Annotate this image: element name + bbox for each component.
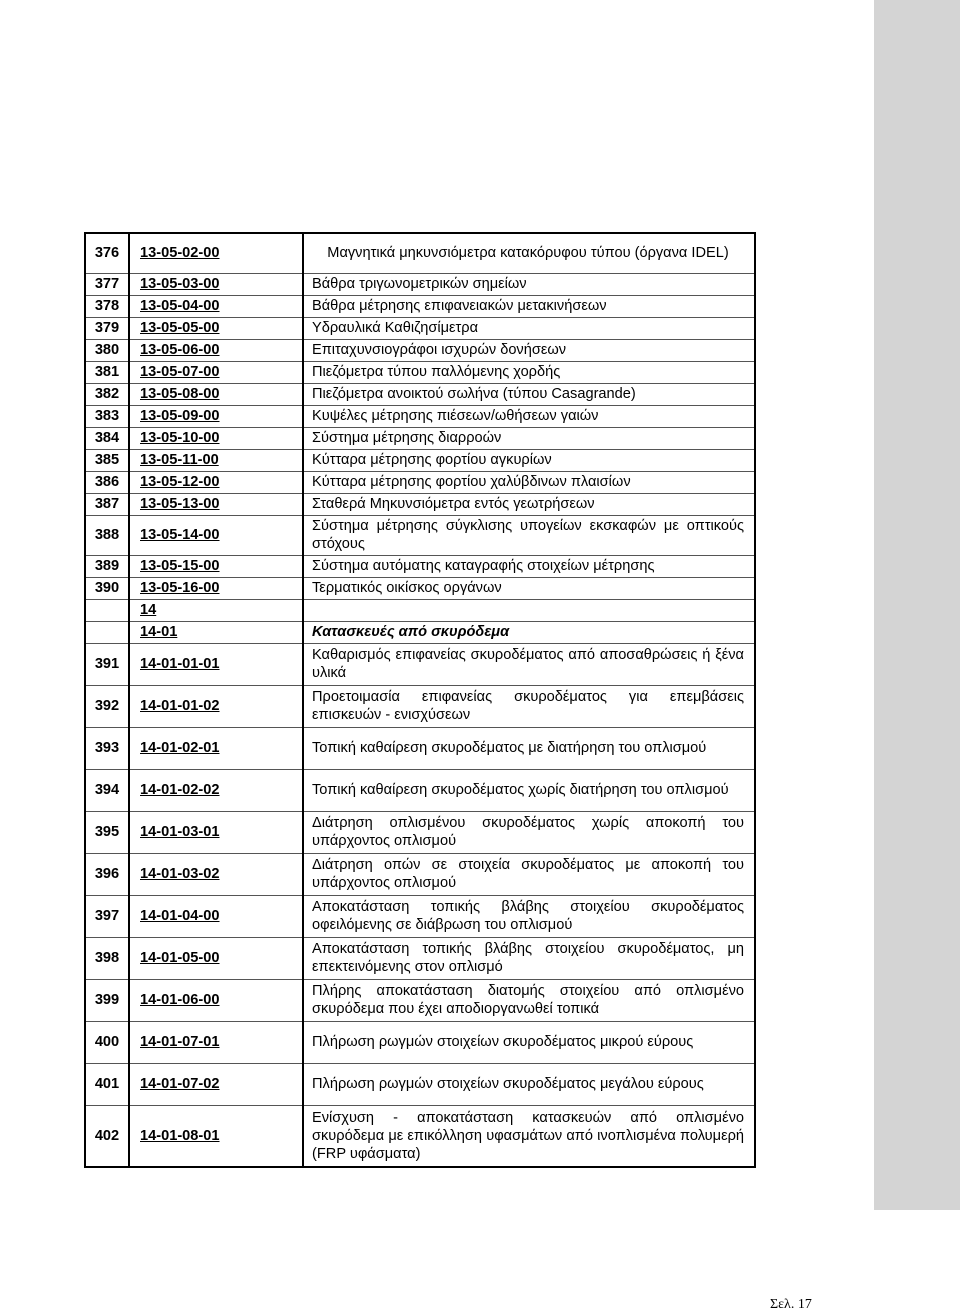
item-code-cell [129,383,303,405]
table-row [85,727,755,769]
item-code: 13-05-15-00 [140,558,220,574]
item-number: 394 [85,769,129,811]
item-number: 387 [85,493,129,515]
item-code: 14-01-03-02 [140,866,220,882]
item-code: 14 [140,602,157,618]
item-code-cell [129,361,303,383]
item-description: Πιεζόμετρα ανοικτού σωλήνα (τύπου Casagrande) [303,383,755,405]
table-row [85,405,755,427]
item-code: 13-05-06-00 [140,342,220,358]
item-description: Επιταχυνσιογράφοι ισχυρών δονήσεων [303,339,755,361]
item-code-cell [129,853,303,895]
table-row [85,979,755,1021]
item-code-cell [129,1105,303,1167]
table-row [85,427,755,449]
item-number: 399 [85,979,129,1021]
item-description: Καθαρισμός επιφανείας σκυροδέματος από αποσαθρώσεις ή ξένα υλικά [303,643,755,685]
item-number: 385 [85,449,129,471]
item-description [303,599,755,621]
item-code: 13-05-03-00 [140,276,220,292]
item-code: 14-01-02-02 [140,782,220,798]
item-description: Σταθερά Μηκυνσιόμετρα εντός γεωτρήσεων [303,493,755,515]
table-row [85,577,755,599]
table-row [85,493,755,515]
item-code: 13-05-09-00 [140,408,220,424]
table-row [85,555,755,577]
item-code: 13-05-12-00 [140,474,220,490]
item-number: 401 [85,1063,129,1105]
table-row [85,383,755,405]
item-description: Μαγνητικά μηκυνσιόμετρα κατακόρυφου τύπου (όργανα IDEL) [303,233,755,273]
item-number: 398 [85,937,129,979]
item-code: 13-05-16-00 [140,580,220,596]
item-number: 402 [94,1127,120,1144]
item-description: Ενίσχυση - αποκατάσταση κατασκευών από οπλισμένο σκυρόδεμα με επικόλληση υφασμάτων από ινοπλισμένα πολυμερή (FRP υφάσματα) [303,1105,755,1167]
item-code: 13-05-08-00 [140,386,220,402]
item-code-cell [129,685,303,727]
item-description: Βάθρα μέτρησης επιφανειακών μετακινήσεων [303,295,755,317]
table-row [85,273,755,295]
item-code-cell [129,811,303,853]
item-number: 376 [85,233,129,273]
item-code: 13-05-05-00 [140,320,220,336]
table-row [85,643,755,685]
item-description: Τοπική καθαίρεση σκυροδέματος χωρίς διατήρηση του οπλισμού [303,769,755,811]
item-number: 395 [85,811,129,853]
item-code-cell [129,405,303,427]
item-code: 14-01-02-01 [140,740,220,756]
item-number: 390 [85,577,129,599]
item-number: 378 [85,295,129,317]
item-number [85,599,129,621]
item-description: Σύστημα μέτρησης διαρροών [303,427,755,449]
item-description: Προετοιμασία επιφανείας σκυροδέματος για επεμβάσεις επισκευών - ενισχύσεων [303,685,755,727]
page-side-bar [874,0,960,1210]
item-number: 377 [85,273,129,295]
item-code-cell [129,1021,303,1063]
table-row [85,317,755,339]
table-row [85,449,755,471]
item-code-cell [129,979,303,1021]
item-number: 389 [85,555,129,577]
item-code-cell [129,599,303,621]
item-code-cell [129,727,303,769]
table-row [85,811,755,853]
item-code-cell [129,643,303,685]
table-row [85,853,755,895]
item-code-cell [129,471,303,493]
table-row [85,599,755,621]
table-row [85,1105,755,1167]
item-number [85,621,129,643]
table-row [85,937,755,979]
item-code-cell [129,317,303,339]
item-code-cell [129,895,303,937]
item-code: 13-05-13-00 [140,496,220,512]
item-number: 384 [85,427,129,449]
item-description: Σύστημα μέτρησης σύγκλισης υπογείων εκσκαφών με οπτικούς στόχους [303,515,755,555]
item-code-cell [129,621,303,643]
item-number: 392 [85,685,129,727]
item-code: 13-05-04-00 [140,298,220,314]
item-code-cell [129,295,303,317]
item-number: 382 [85,383,129,405]
item-code: 14-01-06-00 [140,992,220,1008]
table-row [85,769,755,811]
item-description: Αποκατάσταση τοπικής βλάβης στοιχείου σκυροδέματος οφειλόμενης σε διάβρωση του οπλισμού [303,895,755,937]
section-heading: Κατασκευές από σκυρόδεμα [303,621,755,643]
table-row [85,295,755,317]
item-description: Σύστημα αυτόματης καταγραφής στοιχείων μέτρησης [303,555,755,577]
item-description: Τοπική καθαίρεση σκυροδέματος με διατήρηση του οπλισμού [303,727,755,769]
item-number: 391 [85,643,129,685]
item-description: Πλήρωση ρωγμών στοιχείων σκυροδέματος μικρού εύρους [303,1021,755,1063]
item-code: 14-01-08-01 [140,1127,220,1144]
item-number: 383 [85,405,129,427]
item-number: 397 [85,895,129,937]
item-description: Πλήρης αποκατάσταση διατομής στοιχείου από οπλισμένο σκυρόδεμα που έχει αποδιοργανωθεί τοπικά [303,979,755,1021]
item-number: 380 [85,339,129,361]
item-description: Κύτταρα μέτρησης φορτίου χαλύβδινων πλαισίων [303,471,755,493]
item-number: 381 [85,361,129,383]
item-code-cell [129,1063,303,1105]
item-description: Διάτρηση οπών σε στοιχεία σκυροδέματος με αποκοπή του υπάρχοντος οπλισμού [303,853,755,895]
item-code: 13-05-11-00 [140,452,219,468]
item-number: 400 [85,1021,129,1063]
item-number: 386 [85,471,129,493]
item-number: 379 [85,317,129,339]
item-code: 14-01-04-00 [140,908,220,924]
item-code: 14-01-05-00 [140,950,220,966]
item-code-cell [129,515,303,555]
item-number: 393 [85,727,129,769]
table-row [85,339,755,361]
item-description: Κύτταρα μέτρησης φορτίου αγκυρίων [303,449,755,471]
item-code-cell [129,273,303,295]
item-code: 14-01-07-02 [140,1076,220,1092]
item-description: Τερματικός οικίσκος οργάνων [303,577,755,599]
table-row [85,621,755,643]
item-description: Βάθρα τριγωνομετρικών σημείων [303,273,755,295]
item-code: 14-01 [140,624,178,640]
item-code: 13-05-02-00 [140,245,220,262]
table-row [85,361,755,383]
item-code-cell [129,449,303,471]
table-row [85,471,755,493]
item-code-cell [129,577,303,599]
item-code: 14-01-01-01 [140,656,220,672]
item-number: 388 [85,515,129,555]
item-code-cell [129,937,303,979]
table-row [85,515,755,555]
item-description: Πλήρωση ρωγμών στοιχείων σκυροδέματος μεγάλου εύρους [303,1063,755,1105]
table-row [85,895,755,937]
item-code-cell [129,233,303,273]
page-number: Σελ. 17 [770,1297,812,1312]
item-code: 14-01-01-02 [140,698,220,714]
table-row [85,1063,755,1105]
table-body [85,233,755,1167]
item-code: 14-01-07-01 [140,1034,220,1050]
item-description: Αποκατάσταση τοπικής βλάβης στοιχείου σκυροδέματος, μη επεκτεινόμενης στον οπλισμό [303,937,755,979]
table-row [85,1021,755,1063]
item-code: 13-05-10-00 [140,430,220,446]
item-code: 14-01-03-01 [140,824,220,840]
item-code-cell [129,427,303,449]
item-code-cell [129,493,303,515]
item-number: 396 [85,853,129,895]
item-code-cell [129,769,303,811]
item-code-cell [129,339,303,361]
table-row [85,685,755,727]
item-description: Διάτρηση οπλισμένου σκυροδέματος χωρίς αποκοπή του υπάρχοντος οπλισμού [303,811,755,853]
item-description: Κυψέλες μέτρησης πιέσεων/ωθήσεων γαιών [303,405,755,427]
item-code: 13-05-07-00 [140,364,220,380]
item-code: 13-05-14-00 [140,527,220,543]
table-row [85,233,755,273]
item-description: Πιεζόμετρα τύπου παλλόμενης χορδής [303,361,755,383]
price-list-table [84,232,756,1168]
item-description: Υδραυλικά Καθιζησίμετρα [303,317,755,339]
item-code-cell [129,555,303,577]
